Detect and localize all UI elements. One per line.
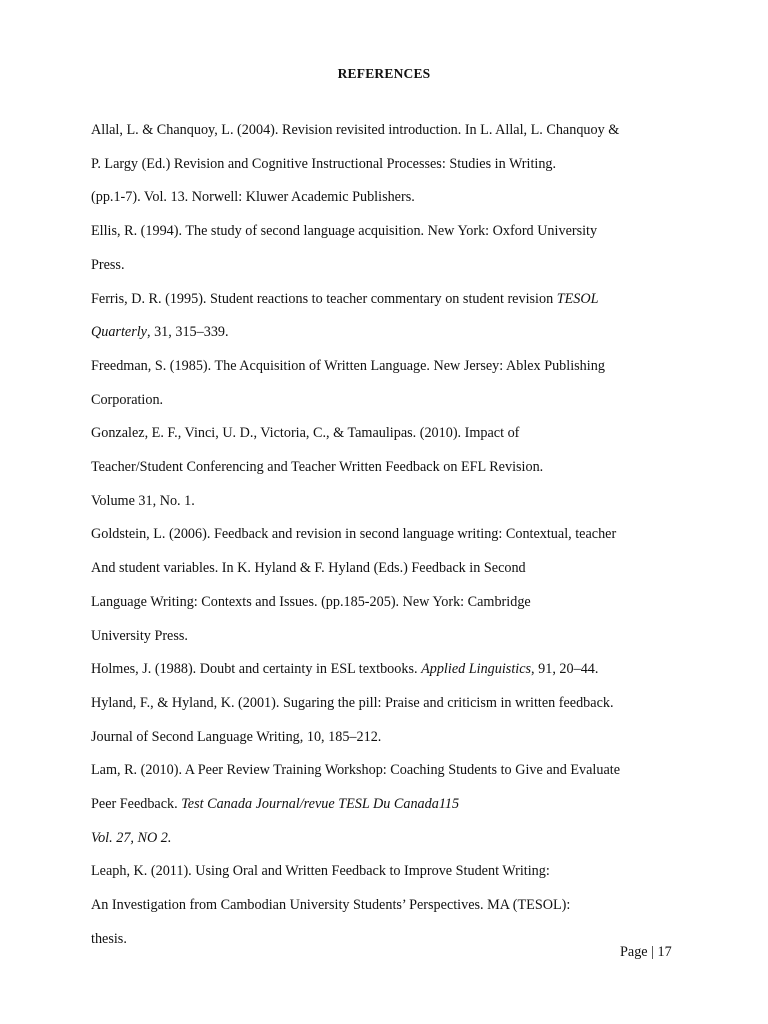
reference-line xyxy=(91,822,691,856)
reference-line: Press. xyxy=(91,256,125,273)
reference-leaph xyxy=(91,855,691,956)
reference-ellis xyxy=(91,215,691,282)
reference-allal xyxy=(91,114,691,215)
reference-line: Allal, L. & Chanquoy, L. (2004). Revision revisited introduction. In L. Allal, L. Chanquoy & xyxy=(91,122,620,138)
reference-text: Ferris, D. R. (1995). Student reactions to teacher commentary on student revision xyxy=(91,290,557,307)
journal-title: Quarterly xyxy=(91,324,147,341)
reference-line: P. Largy (Ed.) Revision and Cognitive Instructional Processes: Studies in Writing. xyxy=(91,155,557,172)
reference-line: Hyland, F., & Hyland, K. (2001). Sugaring the pill: Praise and criticism in written feedback. xyxy=(91,694,614,711)
reference-line: An Investigation from Cambodian University Students’ Perspectives. MA (TESOL): xyxy=(91,897,571,914)
reference-line xyxy=(91,283,691,317)
reference-line: Leaph, K. (2011). Using Oral and Written Feedback to Improve Student Writing: xyxy=(91,863,550,880)
journal-volume: Vol. 27, NO 2. xyxy=(91,829,172,846)
reference-ferris xyxy=(91,283,691,350)
journal-title: Applied Linguistics xyxy=(421,661,532,678)
reference-list xyxy=(91,114,691,957)
reference-line: Teacher/Student Conferencing and Teacher Written Feedback on EFL Revision. xyxy=(91,459,544,476)
reference-line: Journal of Second Language Writing, 10, 185–212. xyxy=(91,728,382,745)
journal-title: TESOL xyxy=(556,290,599,307)
reference-line xyxy=(91,653,691,687)
reference-holmes xyxy=(91,653,691,687)
reference-text: , 31, 315–339. xyxy=(146,324,229,341)
reference-line xyxy=(91,788,691,822)
reference-line: And student variables. In K. Hyland & F. Hyland (Eds.) Feedback in Second xyxy=(91,560,526,577)
reference-line xyxy=(91,316,691,350)
reference-text: , 91, 20–44. xyxy=(531,661,599,678)
reference-line: Corporation. xyxy=(91,391,164,408)
reference-line: (pp.1-7). Vol. 13. Norwell: Kluwer Academic Publishers. xyxy=(91,189,415,206)
reference-line: thesis. xyxy=(91,930,127,947)
reference-goldstein xyxy=(91,518,691,653)
reference-text: Holmes, J. (1988). Doubt and certainty in ESL textbooks. xyxy=(91,661,422,678)
reference-line: Lam, R. (2010). A Peer Review Training Workshop: Coaching Students to Give and Evaluate xyxy=(91,762,620,779)
reference-line: Language Writing: Contexts and Issues. (pp.185-205). New York: Cambridge xyxy=(91,593,531,610)
reference-line: Gonzalez, E. F., Vinci, U. D., Victoria, C., & Tamaulipas. (2010). Impact of xyxy=(91,425,520,442)
reference-hyland xyxy=(91,687,691,754)
reference-freedman xyxy=(91,350,691,417)
reference-line: Ellis, R. (1994). The study of second language acquisition. New York: Oxford University xyxy=(91,223,598,240)
reference-line: Freedman, S. (1985). The Acquisition of Written Language. New Jersey: Ablex Publishing xyxy=(91,357,605,374)
reference-lam xyxy=(91,754,691,855)
reference-line: Volume 31, No. 1. xyxy=(91,492,195,509)
reference-text: Peer Feedback. xyxy=(91,796,182,813)
reference-gonzalez xyxy=(91,417,691,518)
reference-line: Goldstein, L. (2006). Feedback and revision in second language writing: Contextual, teacher xyxy=(91,526,617,543)
journal-title: Test Canada Journal/revue TESL Du Canada115 xyxy=(181,796,460,813)
page-number: Page | 17 xyxy=(620,944,672,960)
reference-line: University Press. xyxy=(91,627,188,644)
page-title: REFERENCES xyxy=(337,66,431,81)
